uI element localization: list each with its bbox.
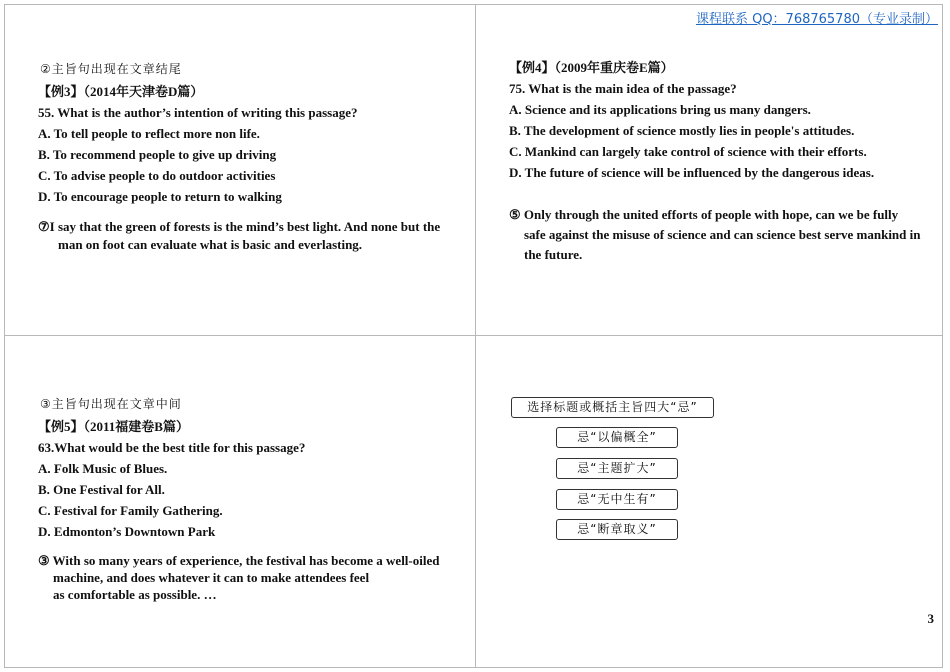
tips-title-box: 选择标题或概括主旨四大“忌”	[511, 397, 714, 418]
tip-box: 忌“断章取义”	[556, 519, 678, 540]
question-text: 75. What is the main idea of the passage?	[509, 81, 737, 96]
option-d: D. Edmonton’s Downtown Park	[38, 524, 216, 539]
option-b: B. To recommend people to give up driving	[38, 147, 277, 162]
option-c: C. To advise people to do outdoor activities	[38, 168, 276, 183]
quoted-sentence	[38, 218, 468, 254]
quote-line-2: safe against the misuse of science and can science best serve mankind in the future.	[524, 227, 921, 262]
quote-line-1: ③ With so many years of experience, the festival has become a well-oiled	[38, 553, 440, 568]
section-heading: ②主旨句出现在文章结尾	[40, 62, 182, 76]
example-label: 【例5】（2011福建卷B篇）	[38, 419, 189, 434]
quoted-sentence	[509, 205, 934, 265]
option-c: C. Mankind can largely take control of science with their efforts.	[509, 144, 867, 159]
option-b: B. One Festival for All.	[38, 482, 165, 497]
option-d: D. The future of science will be influenced by the dangerous ideas.	[509, 165, 875, 180]
tip-box: 忌“无中生有”	[556, 489, 678, 510]
option-a: A. To tell people to reflect more non life.	[38, 126, 260, 141]
quadrant-divider-horizontal	[4, 335, 943, 336]
option-c: C. Festival for Family Gathering.	[38, 503, 223, 518]
question-text: 63.What would be the best title for this passage?	[38, 440, 306, 455]
option-a: A. Science and its applications bring us many dangers.	[509, 102, 811, 117]
quote-line-2: man on foot can evaluate what is basic and everlasting.	[58, 237, 363, 252]
tip-box: 忌“主题扩大”	[556, 458, 678, 479]
question-text: 55. What is the author’s intention of writing this passage?	[38, 105, 358, 120]
quote-line-1: ⑦I say that the green of forests is the mind’s best light. And none but the	[38, 219, 441, 234]
contact-link[interactable]: 课程联系 QQ：768765780（专业录制）	[695, 12, 938, 27]
option-b: B. The development of science mostly lies in people's attitudes.	[509, 123, 855, 138]
quoted-sentence	[38, 552, 458, 603]
page-number: 3	[927, 611, 934, 626]
example-label: 【例3】（2014年天津卷D篇）	[38, 84, 204, 99]
option-a: A. Folk Music of Blues.	[38, 461, 168, 476]
option-d: D. To encourage people to return to walking	[38, 189, 282, 204]
quote-line-2: machine, and does whatever it can to make attendees feel as comfortable as possible. …	[53, 570, 370, 602]
tip-box: 忌“以偏概全”	[556, 427, 678, 448]
quadrant-divider-vertical	[475, 4, 476, 668]
quote-line-1: ⑤ Only through the united efforts of people with hope, can we be fully	[509, 207, 899, 222]
example-label: 【例4】（2009年重庆卷E篇）	[509, 60, 674, 75]
section-heading: ③主旨句出现在文章中间	[40, 397, 182, 411]
